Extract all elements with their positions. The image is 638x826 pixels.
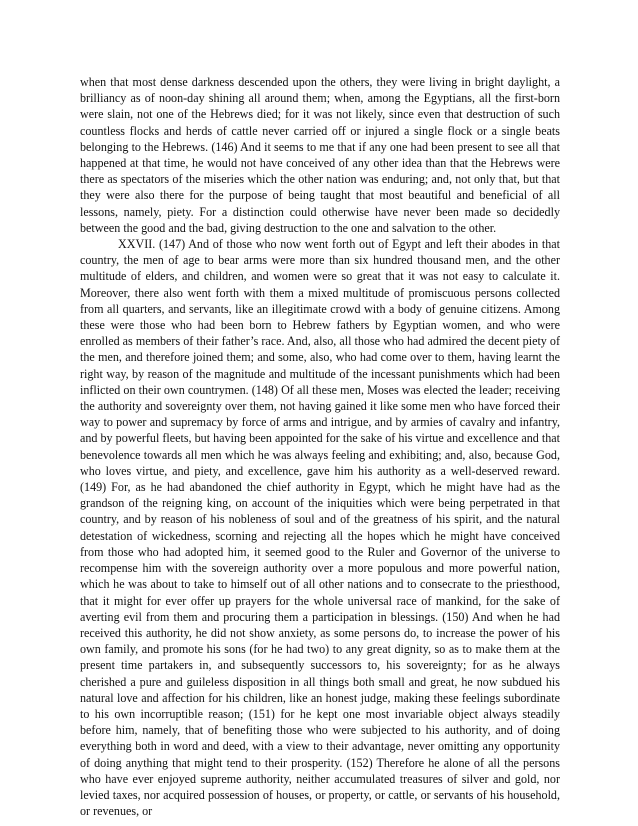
document-page	[80, 74, 560, 819]
paragraph-section-xxvii: XXVII. (147) And of those who now went forth out of Egypt and left their abodes in that country, the men of age to bear arms were more than six hundred thousand men, and the other multitude of elders, and children, and women were so great that it was not easy to calculate it. Moreover, there also went forth with them a mixed multitude of promiscuous persons collected from all quarters, and servants, like an illegitimate crowd with a body of genuine citizens. Among these were those who had been born to Hebrew fathers by Egyptian women, and who were enrolled as members of their father’s race. And, also, all those who had admired the decent piety of the men, and therefore joined them; and some, also, who had come over to them, having learnt the right way, by reason of the magnitude and multitude of the incessant punishments which had been inflicted on their own countrymen. (148) Of all these men, Moses was elected the leader; receiving the authority and sovereignty over them, not having gained it like some men who have forced their way to power and supremacy by force of arms and intrigue, and by armies of cavalry and infantry, and by powerful fleets, but having been appointed for the sake of his virtue and excellence and that benevolence towards all men which he was always feeling and exhibiting; and, also, because God, who loves virtue, and piety, and excellence, gave him his authority as a well-deserved reward. (149) For, as he had abandoned the chief authority in Egypt, which he might have had as the grandson of the reigning king, on account of the iniquities which were being perpetrated in that country, and by reason of his nobleness of soul and of the greatness of his spirit, and the natural detestation of wickedness, scorning and rejecting all the hopes which he might have conceived from those who had adopted him, it seemed good to the Ruler and Governor of the universe to recompense him with the sovereign authority over a more populous and more powerful nation, which he was about to take to himself out of all other nations and to consecrate to the priesthood, that it might for ever offer up prayers for the whole universal race of mankind, for the sake of averting evil from them and procuring them a participation in blessings. (150) And when he had received this authority, he did not show anxiety, as some persons do, to increase the power of his own family, and promote his sons (for he had two) to any great dignity, so as to make them at the present time partakers in, and subsequently successors to, his sovereignty; for as he always cherished a pure and guileless disposition in all things both small and great, he now subdued his natural love and affection for his children, like an honest judge, making these feelings subordinate to his own incorruptible reason; (151) for he kept one most invariable object always steadily before him, namely, that of benefiting those who were subjected to his authority, and of doing everything both in word and deed, with a view to their advantage, never omitting any opportunity of doing anything that might tend to their prosperity. (152) Therefore he alone of all the persons who have ever enjoyed supreme authority, neither accumulated treasures of silver and gold, nor levied taxes, nor acquired possession of houses, or property, or cattle, or servants of his household, or revenues, or	[80, 237, 560, 819]
paragraph-continued: when that most dense darkness descended upon the others, they were living in bright daylight, a brilliancy as of noon-day shining all around them; when, among the Egyptians, all the first-born were slain, not one of the Hebrews died; for it was not likely, since even that destruction of such countless flocks and herds of cattle never carried off or injured a single flock or a single beats belonging to the Hebrews. (146) And it seems to me that if any one had been present to see all that happened at that time, he would not have conceived of any other idea than that the Hebrews were there as spectators of the miseries which the other nation was enduring; and, not only that, but that they were also there for the purpose of being taught that most beautiful and beneficial of all lessons, namely, piety. For a distinction could otherwise have never been made so decidedly between the good and the bad, giving destruction to the one and salvation to the other.	[80, 75, 560, 235]
